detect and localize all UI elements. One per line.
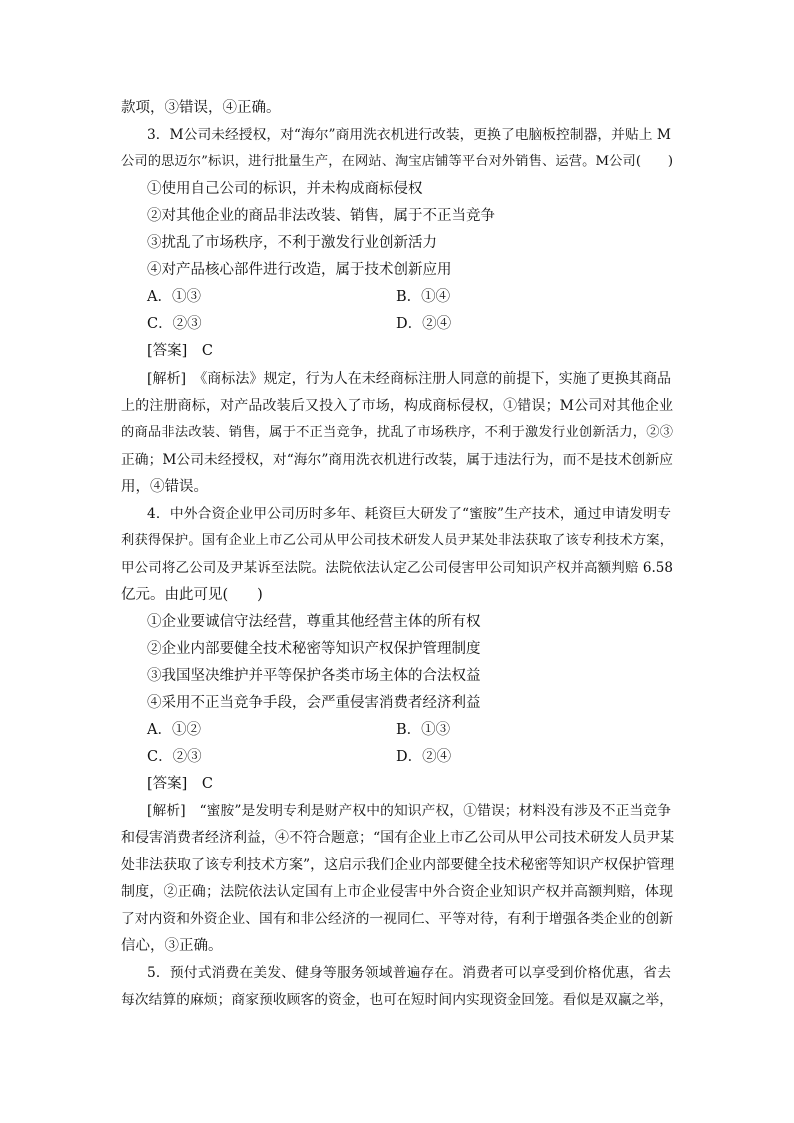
q4-stem-line-2: 利获得保护。国有企业上市乙公司从甲公司技术研发人员尹某处非法获取了该专利技术方案， (121, 533, 673, 548)
q3-item-3: ③扰乱了市场秩序，不利于激发行业创新活力 (147, 235, 437, 251)
q4-option-c: C．②③ (147, 749, 202, 765)
q4-option-b: B．①③ (396, 722, 451, 738)
q3-option-d: D．②④ (396, 316, 452, 332)
q4-analysis-line-2: 和侵害消费者经济利益，④不符合题意；“国有企业上市乙公司从甲公司技术研发人员尹某 (121, 830, 675, 846)
q3-stem-line-2: 公司的思迈尔”标识，进行批量生产，在网站、淘宝店铺等平台对外销售、运营。M公司( ) (121, 154, 673, 169)
q3-stem-line-1: 3．M公司未经授权，对“海尔”商用洗衣机进行改装，更换了电脑板控制器，并贴上 M (147, 127, 671, 143)
q3-option-b: B．①④ (396, 289, 451, 305)
q4-stem-line-4: 亿元。由此可见( ) (121, 587, 263, 603)
q3-analysis-line-4: 正确；M公司未经授权，对“海尔”商用洗衣机进行改装，属于违法行为，而不是技术创新应 (121, 452, 673, 468)
q4-answer: [答案] C (147, 776, 213, 792)
q3-analysis-line-3: 的商品非法改装、销售，属于不正当竞争，扰乱了市场秩序，不利于激发行业创新活力，②③ (121, 425, 673, 440)
q4-analysis-line-5: 了对内资和外资企业、国有和非公经济的一视同仁、平等对待，有利于增强各类企业的创新 (121, 911, 673, 927)
q5-stem-line-1: 5．预付式消费在美发、健身等服务领域普遍存在。消费者可以享受到价格优惠，省去 (147, 965, 671, 981)
q4-analysis-line-3: 处非法获取了该专利技术方案”，这启示我们企业内部要健全技术秘密等知识产权保护管理 (121, 857, 675, 873)
q3-answer: [答案] C (147, 343, 213, 359)
q4-analysis-line-1: [解析] “蜜胺”是发明专利是财产权中的知识产权，①错误；材料没有涉及不正当竞争 (147, 803, 671, 819)
q3-item-4: ④对产品核心部件进行改造，属于技术创新应用 (147, 262, 452, 278)
q4-item-2: ②企业内部要健全技术秘密等知识产权保护管理制度 (147, 641, 481, 657)
q4-analysis-line-4: 制度，②正确；法院依法认定国有上市企业侵害中外合资企业知识产权并高额判赔，体现 (121, 884, 673, 900)
q3-analysis-line-5: 用，④错误。 (121, 479, 208, 495)
q2-analysis-tail: 款项，③错误，④正确。 (121, 100, 281, 116)
q5-stem-line-2: 每次结算的麻烦；商家预收顾客的资金，也可在短时间内实现资金回笼。看似是双赢之举， (121, 992, 673, 1008)
q4-option-d: D．②④ (396, 749, 452, 765)
q4-analysis-line-6: 信心，③正确。 (121, 938, 223, 954)
q4-item-1: ①企业要诚信守法经营，尊重其他经营主体的所有权 (147, 614, 481, 630)
q3-item-1: ①使用自己公司的标识，并未构成商标侵权 (147, 181, 423, 197)
q4-item-4: ④采用不正当竞争手段，会严重侵害消费者经济利益 (147, 695, 481, 711)
q3-analysis-line-1: [解析] 《商标法》规定，行为人在未经商标注册人同意的前提下，实施了更换其商品 (147, 371, 671, 387)
q4-item-3: ③我国坚决维护并平等保护各类市场主体的合法权益 (147, 668, 481, 684)
q4-option-a: A．①② (147, 722, 201, 738)
q3-option-a: A．①③ (147, 289, 201, 305)
q4-stem-line-3: 甲公司将乙公司及尹某诉至法院。法院依法认定乙公司侵害甲公司知识产权并高额判赔 6.58 (121, 560, 673, 576)
q3-analysis-line-2: 上的注册商标，对产品改装后又投入了市场，构成商标侵权，①错误；M公司对其他企业 (121, 398, 673, 414)
q3-item-2: ②对其他企业的商品非法改装、销售，属于不正当竞争 (147, 208, 495, 224)
q3-option-c: C．②③ (147, 316, 202, 332)
q4-stem-line-1: 4．中外合资企业甲公司历时多年、耗资巨大研发了“蜜胺”生产技术，通过申请发明专 (147, 506, 671, 522)
